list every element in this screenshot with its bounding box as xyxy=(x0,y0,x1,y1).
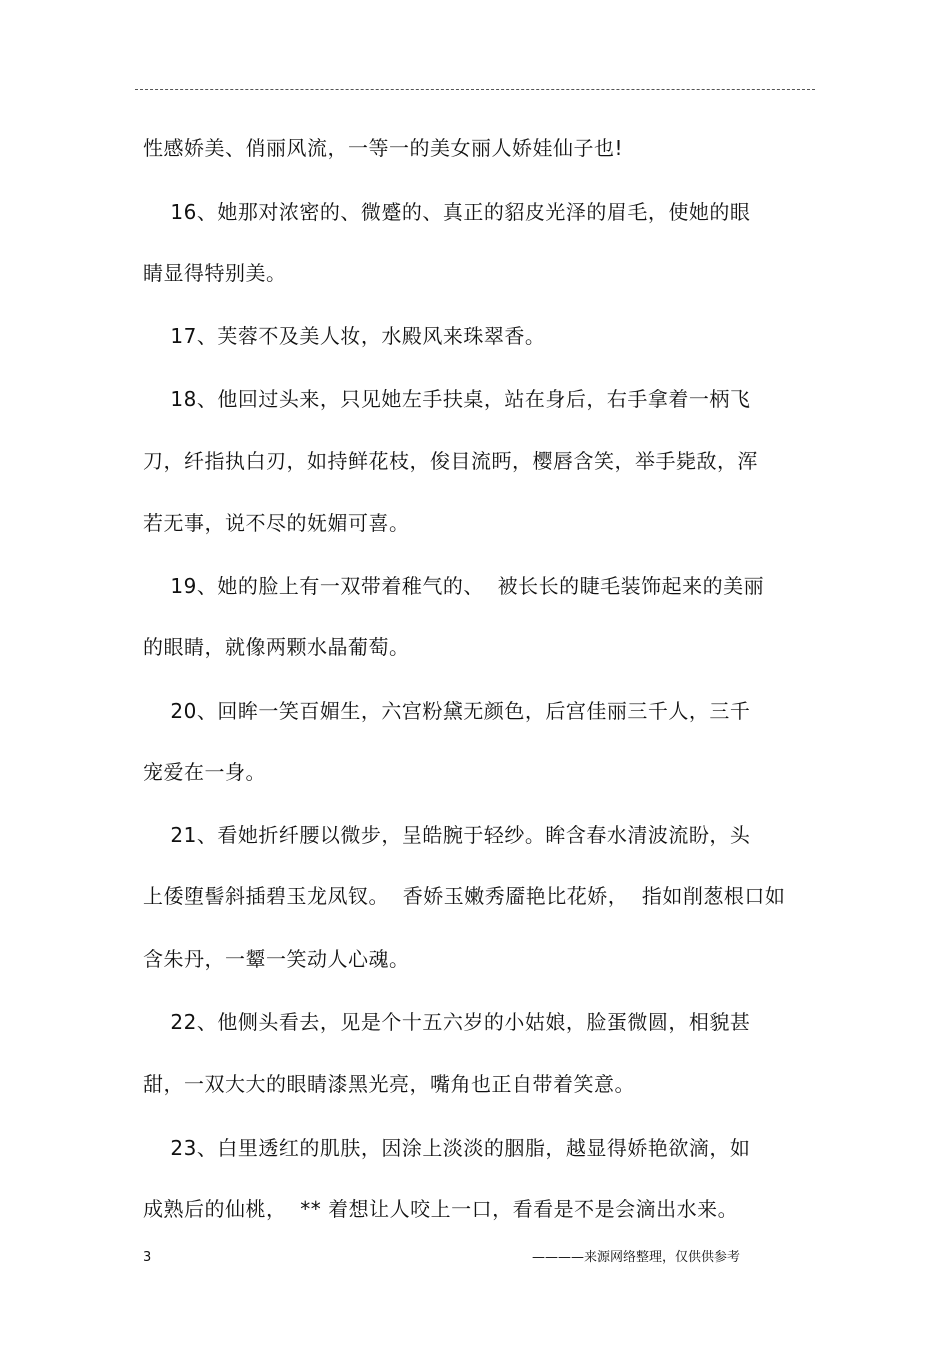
page-number: 3 xyxy=(143,1250,152,1265)
header-divider xyxy=(135,89,815,90)
text-line: 16、她那对浓密的、微蹙的、真正的貂皮光泽的眉毛，使她的眼 xyxy=(143,200,751,224)
footer-note: ————来源网络整理，仅供供参考 xyxy=(532,1250,741,1265)
text-line: 23、白里透红的肌肤，因涂上淡淡的胭脂，越显得娇艳欲滴，如 xyxy=(143,1136,751,1160)
text-line: 成熟后的仙桃， ** 着想让人咬上一口，看看是不是会滴出水来。 xyxy=(143,1197,739,1221)
text-line: 17、芙蓉不及美人妆，水殿风来珠翠香。 xyxy=(143,324,546,348)
text-line: 若无事，说不尽的妩媚可喜。 xyxy=(143,511,410,535)
text-line: 18、他回过头来，只见她左手扶桌，站在身后，右手拿着一柄飞 xyxy=(143,387,751,411)
text-line: 性感娇美、俏丽风流，一等一的美女丽人娇娃仙子也! xyxy=(143,136,624,160)
text-line: 19、她的脸上有一双带着稚气的、 被长长的睫毛装饰起来的美丽 xyxy=(143,574,765,598)
text-line: 20、回眸一笑百媚生，六宫粉黛无颜色，后宫佳丽三千人，三千 xyxy=(143,699,751,723)
text-line: 含朱丹，一颦一笑动人心魂。 xyxy=(143,947,410,971)
text-line: 刀，纤指执白刃，如持鲜花枝，俊目流眄，樱唇含笑，举手毙敌，浑 xyxy=(143,449,758,473)
text-line: 甜，一双大大的眼睛漆黑光亮，嘴角也正自带着笑意。 xyxy=(143,1072,635,1096)
text-line: 宠爱在一身。 xyxy=(143,760,266,784)
text-line: 21、看她折纤腰以微步，呈皓腕于轻纱。眸含春水清波流盼，头 xyxy=(143,823,751,847)
text-line: 睛显得特别美。 xyxy=(143,261,287,285)
text-line: 上倭堕髻斜插碧玉龙凤钗。 香娇玉嫩秀靥艳比花娇， 指如削葱根口如 xyxy=(143,884,786,908)
text-line: 的眼睛，就像两颗水晶葡萄。 xyxy=(143,635,410,659)
text-line: 22、他侧头看去，见是个十五六岁的小姑娘，脸蛋微圆，相貌甚 xyxy=(143,1010,751,1034)
